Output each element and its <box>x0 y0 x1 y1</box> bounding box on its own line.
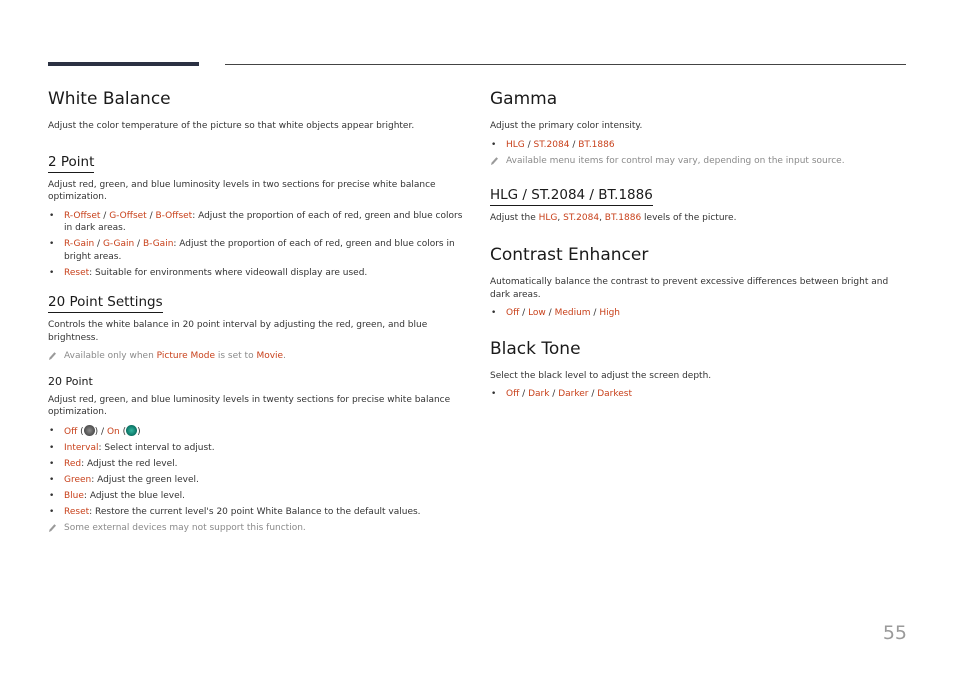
keyword: BT.1886 <box>604 212 642 223</box>
keyword: B-Offset <box>155 210 193 221</box>
toggle-off-icon <box>84 425 95 436</box>
option: Off <box>506 389 520 399</box>
item-text: : Adjust the proportion of each of red, green and blue colors in bright areas. <box>64 239 455 262</box>
option: Medium <box>554 308 591 318</box>
white-balance-title: White Balance <box>48 89 171 109</box>
separator: ( <box>119 426 127 437</box>
separator: ) <box>137 426 141 437</box>
separator: / <box>134 239 143 249</box>
right-column <box>490 88 906 413</box>
contrast-enhancer-section <box>490 244 906 320</box>
left-column <box>48 88 468 547</box>
list-item <box>48 425 468 439</box>
note <box>490 155 906 168</box>
keyword: Blue <box>64 490 84 501</box>
contrast-enhancer-options <box>490 307 906 320</box>
item-text: : Adjust the blue level. <box>83 490 186 501</box>
keyword: Movie <box>256 351 284 361</box>
list-item <box>490 388 906 401</box>
header-rule <box>225 64 906 65</box>
list-item <box>490 139 906 152</box>
black-tone-options <box>490 388 906 401</box>
item-text: : Restore the current level's 20 point White Balance to the default values. <box>89 506 421 517</box>
option: Dark <box>528 389 550 399</box>
keyword: HLG <box>538 212 558 223</box>
twenty-point-heading: 20 Point <box>48 374 93 388</box>
keyword: Interval <box>64 442 99 453</box>
toggle-on-icon <box>126 425 137 436</box>
option: Darkest <box>597 389 633 399</box>
gamma-section <box>490 88 906 224</box>
option: Low <box>528 308 546 318</box>
note-text: . <box>283 351 286 361</box>
pencil-icon <box>48 523 57 533</box>
twenty-point-settings-section <box>48 291 468 363</box>
keyword: Off <box>64 426 78 437</box>
two-point-section <box>48 151 468 280</box>
list-item <box>48 474 468 487</box>
separator: / <box>100 210 110 221</box>
separator: / <box>94 239 103 249</box>
text: levels of the picture. <box>641 212 737 223</box>
option: ST.2084 <box>533 139 570 150</box>
twenty-point-section <box>48 375 468 535</box>
separator: / <box>590 308 600 318</box>
item-text: : Adjust the proportion of each of red, green and blue colors in dark areas. <box>64 210 463 233</box>
separator: ( <box>77 426 84 437</box>
text: Adjust the <box>490 212 539 223</box>
separator: / <box>569 139 579 150</box>
item-text: : Suitable for environments where videowall display are used. <box>89 267 368 278</box>
option: High <box>599 308 621 318</box>
list-item <box>48 442 468 455</box>
twenty-point-settings-desc: Controls the white balance in 20 point interval by adjusting the red, green, and blue brightness. <box>48 320 428 343</box>
separator: / <box>519 389 529 399</box>
note <box>48 350 468 363</box>
note-text: Available menu items for control may vary, depending on the input source. <box>506 156 845 166</box>
separator: / <box>524 139 534 150</box>
list-item <box>48 238 468 263</box>
item-text: : Adjust the red level. <box>81 458 178 469</box>
gamma-options <box>490 139 906 152</box>
separator: , <box>599 212 605 223</box>
item-text: : Select interval to adjust. <box>98 442 215 453</box>
keyword: B-Gain <box>142 239 174 249</box>
item-text: : Adjust the green level. <box>91 474 199 485</box>
keyword: ST.2084 <box>563 212 600 223</box>
keyword: R-Gain <box>64 239 95 249</box>
keyword: On <box>106 426 120 437</box>
note-text: Some external devices may not support this function. <box>64 523 306 533</box>
list-item <box>490 307 906 320</box>
pencil-icon <box>490 156 499 166</box>
list-item <box>48 267 468 280</box>
white-balance-intro: Adjust the color temperature of the picture so that white objects appear brighter. <box>48 121 415 131</box>
note <box>48 522 468 535</box>
separator: / <box>146 210 156 221</box>
pencil-icon <box>48 351 57 361</box>
option: BT.1886 <box>578 139 615 150</box>
two-point-heading: 2 Point <box>48 154 94 173</box>
option: Darker <box>558 389 589 399</box>
keyword: Reset <box>64 267 90 278</box>
separator: / <box>545 308 555 318</box>
keyword: R-Offset <box>64 210 101 221</box>
black-tone-desc: Select the black level to adjust the screen depth. <box>490 370 712 381</box>
keyword: Red <box>64 458 82 469</box>
hlg-section <box>490 184 906 225</box>
list-item <box>48 458 468 471</box>
two-point-desc: Adjust red, green, and blue luminosity levels in two sections for precise white balance optimization. <box>48 179 436 202</box>
separator: / <box>588 389 598 399</box>
option: Off <box>506 308 520 318</box>
twenty-point-desc: Adjust red, green, and blue luminosity levels in twenty sections for precise white balance optimization. <box>48 394 451 417</box>
keyword: Picture Mode <box>156 351 216 361</box>
black-tone-section <box>490 338 906 401</box>
list-item <box>48 506 468 519</box>
two-point-list <box>48 210 468 280</box>
option: HLG <box>506 139 525 150</box>
header-accent-bar <box>48 62 199 66</box>
keyword: G-Gain <box>102 239 135 249</box>
contrast-enhancer-desc: Automatically balance the contrast to prevent excessive differences between bright and dark areas. <box>490 277 889 300</box>
separator: / <box>519 308 529 318</box>
twenty-point-list <box>48 425 468 519</box>
list-item <box>48 490 468 503</box>
keyword: G-Offset <box>109 210 147 221</box>
twenty-point-settings-heading: 20 Point Settings <box>48 294 163 313</box>
separator: , <box>557 212 564 223</box>
page-number: 55 <box>882 622 907 644</box>
keyword: Reset <box>64 506 90 517</box>
hlg-heading: HLG / ST.2084 / BT.1886 <box>490 187 653 206</box>
list-item <box>48 210 468 235</box>
black-tone-title: Black Tone <box>490 338 581 359</box>
gamma-desc: Adjust the primary color intensity. <box>490 121 643 131</box>
note-text: Available only when <box>64 351 157 361</box>
separator: / <box>549 389 559 399</box>
separator: ) / <box>94 426 107 437</box>
hlg-desc <box>490 212 906 225</box>
contrast-enhancer-title: Contrast Enhancer <box>490 245 649 265</box>
note-text: is set to <box>215 351 257 361</box>
gamma-title: Gamma <box>490 89 558 109</box>
keyword: Green <box>64 474 92 485</box>
